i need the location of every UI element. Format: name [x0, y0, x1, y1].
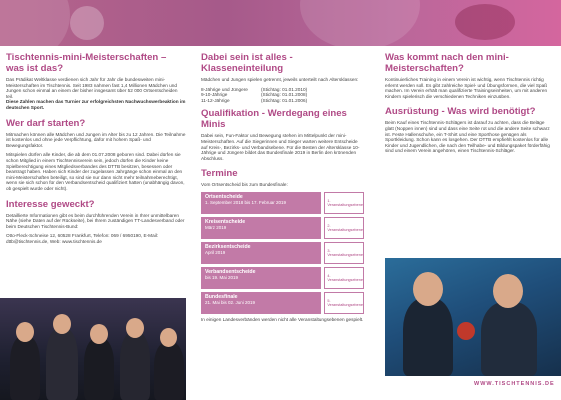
photo-children-team [0, 298, 186, 400]
class-row: 8-Jährige und Jüngere (Stichtag: 01.01.2010) [201, 86, 308, 92]
decorative-shape [300, 0, 420, 46]
heading-equipment: Ausrüstung - Was wird benötigt? [385, 106, 536, 118]
date-item: Ortsentscheide 1. September 2018 bis 17. Februar 2019 1. Veranstaltungsebene [201, 192, 364, 214]
dates-list [201, 192, 364, 314]
photo-children-playing [385, 258, 561, 376]
paddle-graphic [457, 322, 475, 340]
website-link[interactable]: WWW.TISCHTENNIS.DE [474, 381, 555, 387]
paragraph-contact: Otto-Fleck-Schneise 12, 60528 Frankfurt, Telefon: 069 / 6950190, E-Mail: dttb@tischtennis.de, Web: www.tischtennis.de [6, 233, 159, 244]
column-middle [201, 52, 364, 327]
class-row: 9-10-Jährige (Stichtag: 01.01.2008) [201, 92, 308, 98]
paragraph-eligibility: Mitspielen dürfen alle Kinder, die ab dem 01.07.2008 geboren sind. Dabei dürfen sie schon Mitglied in einem Tischtennisverein sein, jedoch dürfen die Kinder keine Spielberechtigung eines Mitgliedsverbandes des DTTB besitzen, besessen oder beantragt haben. Haben sich Kinder der zugelassen Jahrgänge schon einmal an den mini-Meisterschaften beteiligt, so sind sie nur dann nicht mehr teilnahmeberechtigt, wenn sie sich schon für den Verbandsentscheid qualifiziert hatten (unabhängig davon, ob gespielt wurde oder nicht). [6, 152, 185, 191]
heading-after: Was kommt nach den mini-Meisterschaften? [385, 52, 509, 74]
paragraph-intro-bold: Diese Zahlen machen das Turnier zur erfolgreichsten Nachwuchswerbeaktion im deutschen Sport. [6, 99, 186, 110]
paddle-graphic [455, 4, 515, 40]
heading-qualification: Qualifikation - Werdegang eines Minis [201, 108, 347, 131]
heading-who-can-start: Wer darf starten? [6, 117, 86, 129]
date-item: Kreisentscheide März 2019 2. Veranstaltungsebene [201, 217, 364, 239]
column-left [6, 52, 186, 248]
class-row: 11-12-Jährige (Stichtag: 01.01.2006) [201, 97, 308, 103]
date-item: Bezirksentscheide April 2019 3. Veranstaltungsebene [201, 242, 364, 264]
paragraph-dates-note: In einigen Landesverbänden werden nicht alle Veranstaltungsebenen gespielt. [201, 316, 364, 322]
paragraph-after: Kontinuierliches Training in einem Verein ist wichtig, wenn Tischtennis richtig erlernt werden soll. Es gibt zahlreiche Spiel- und Übungsformen, die viel Spaß machen. Im Verein erhält man qualifizierte Trainingseinheiten, um mit anderen Kindern spielerisch die verschiedenen Techniken einzuüben. [385, 77, 548, 99]
column-right [385, 52, 553, 158]
paragraph-qualification: Dabei sein, Fun-Faktor und Bewegung stehen im Mittelpunkt der mini-Meisterschaften. Auf die Siegerinnen und Sieger warten weitere Entscheide auf Kreis-, Bezirks- und Verbandsebene. Für die Besten der Altersklasse 10-Jährige und Jüngere bildet das Bundesfinale 2019 in Berlin den krönenden Abschluss. [201, 133, 360, 161]
paragraph-participation: Mitmachen können alle Mädchen und Jungen im Alter bis zu 12 Jahren. Die Teilnahme ist kostenlos und ohne jede Verpflichtung, dafür mit hohem Spaß- und Bewegungsfaktor. [6, 131, 186, 148]
paragraph-info: Detaillierte Informationen gibt es beim durchführenden Verein in Ihrer unmittelbaren Nähe (siehe Daten auf der Rückseite), bei Ihrem zuständigen TT-Landesverband oder beim Deutschen Tischtennis-Bund: [6, 212, 185, 229]
paragraph-dates-intro: Vom Ortsentscheid bis zum Bundesfinale: [201, 182, 288, 188]
paragraph-intro: Das Prädikat Weltklasse verdienen sich Jahr für Jahr die bundesweiten mini-Meisterschaften im Tischtennis. Seit 1983 nahmen fast 1,4 Millionen Mädchen und Jungen schon einmal an einem der bisher insgesamt über 52 000 Ortsentscheiden teil. [6, 77, 178, 99]
decorative-shape [0, 0, 70, 46]
paragraph-classes: Mädchen und Jungen spielen getrennt, jeweils unterteilt nach Altersklassen: [201, 77, 359, 82]
date-item: Bundesfinale 21. Mai bis 02. Juni 2019 5. Veranstaltungsebene [201, 292, 364, 314]
header-banner [0, 0, 561, 46]
paragraph-equipment: Beim Kauf eines Tischtennis-Schlägers ist darauf zu achten, dass die Beläge glatt (Noppen innen) sind und dass eine Seite rot und die andere Seite schwarz ist. Feste Hallenschuhe, ein T-Shirt und eine Sporthose genügen als Sportkleidung. Schon kann es losgehen. Der DTTB empfiehlt kostenlos für alle Kinder und Jugendlichen, die nach den Teilhabe- und Bildungspaket förderfähig sind und einem Verein angehören, einen Tischtennis-Schläger. [385, 120, 550, 154]
date-item: Verbandsentscheide bis 19. Mai 2019 4. Veranstaltungsebene [201, 267, 364, 289]
heading-dates: Termine [201, 168, 238, 180]
class-list [201, 87, 364, 104]
ball-graphic [70, 6, 104, 40]
heading-classes: Dabei sein ist alles - Klasseneinteilung [201, 52, 293, 74]
heading-what-is-it: Tischtennis-mini-Meisterschaften – was ist das? [6, 52, 167, 74]
heading-interest: Interesse geweckt? [6, 198, 95, 210]
